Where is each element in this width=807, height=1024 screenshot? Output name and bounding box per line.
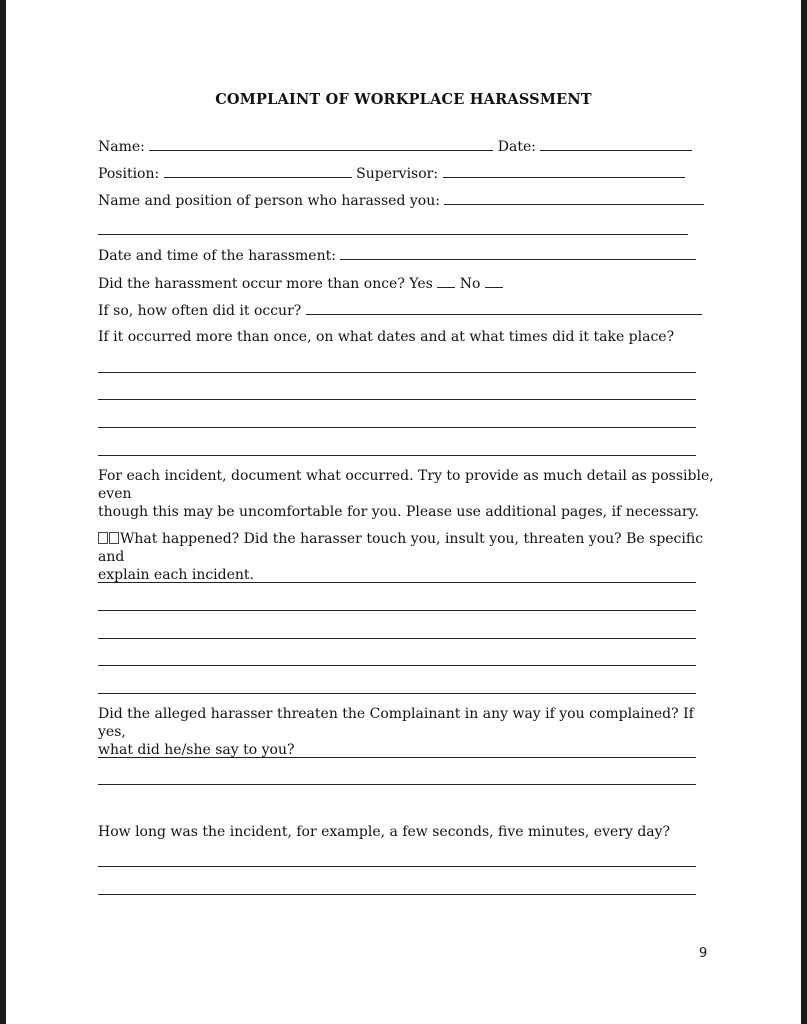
instructions-line-1: For each incident, document what occurred. Try to provide as much detail as possible, even [98, 468, 714, 502]
how-long-question: How long was the incident, for example, a few seconds, five minutes, every day? [98, 824, 671, 840]
threaten-answer-line-2[interactable] [98, 784, 696, 785]
form-title: COMPLAINT OF WORKPLACE HARASSMENT [215, 91, 592, 108]
page-number: 9 [699, 946, 708, 961]
what-happened-answer-line-2[interactable] [98, 610, 696, 611]
supervisor-label: Supervisor: [356, 166, 439, 182]
instructions-line-2: though this may be uncomfortable for you. Please use additional pages, if necessary. [98, 504, 700, 520]
date-field[interactable] [540, 138, 692, 151]
harasser-label: Name and position of person who harassed you: [98, 193, 440, 209]
placeholder-glyph-icon [98, 532, 108, 544]
no-field[interactable] [485, 275, 503, 288]
dates-times-line-2[interactable] [98, 399, 696, 400]
date-label: Date: [497, 139, 536, 155]
position-field[interactable] [164, 165, 352, 178]
how-often-row [98, 302, 702, 319]
no-label: No [459, 276, 481, 292]
how-long-answer-line-2[interactable] [98, 894, 696, 895]
position-label: Position: [98, 166, 160, 182]
threaten-line-2: what did he/she say to you? [98, 742, 295, 758]
yes-field[interactable] [437, 275, 455, 288]
threaten-line-1: Did the alleged harasser threaten the Complainant in any way if you complained? If yes, [98, 706, 694, 740]
more-than-once-label: Did the harassment occur more than once? Yes [98, 276, 433, 292]
how-often-label: If so, how often did it occur? [98, 303, 302, 319]
what-happened-answer-line-3[interactable] [98, 638, 696, 639]
dates-times-line-3[interactable] [98, 427, 696, 428]
what-happened-line-2: explain each incident. [98, 567, 255, 583]
name-date-row [98, 138, 692, 155]
datetime-field[interactable] [340, 247, 696, 260]
dates-times-question: If it occurred more than once, on what dates and at what times did it take place? [98, 329, 675, 345]
what-happened-question [98, 530, 718, 584]
name-field[interactable] [149, 138, 493, 151]
datetime-label: Date and time of the harassment: [98, 248, 336, 264]
harasser-continuation-line[interactable] [98, 234, 688, 235]
harasser-row [98, 192, 704, 209]
position-supervisor-row [98, 165, 685, 182]
dates-times-line-4[interactable] [98, 455, 696, 456]
name-label: Name: [98, 139, 145, 155]
document-page [6, 0, 801, 1024]
harasser-field[interactable] [444, 192, 704, 205]
document-instructions [98, 467, 718, 521]
what-happened-answer-line-5[interactable] [98, 693, 696, 694]
what-happened-answer-line-1[interactable] [98, 582, 696, 583]
what-happened-answer-line-4[interactable] [98, 665, 696, 666]
threaten-question [98, 705, 718, 759]
supervisor-field[interactable] [443, 165, 685, 178]
dates-times-line-1[interactable] [98, 372, 696, 373]
what-happened-line-1: What happened? Did the harasser touch you, insult you, threaten you? Be specific and [98, 531, 704, 565]
more-than-once-row [98, 275, 503, 292]
datetime-row [98, 247, 696, 264]
how-often-field[interactable] [306, 302, 702, 315]
threaten-answer-line-1[interactable] [98, 757, 696, 758]
placeholder-glyph-icon [109, 532, 119, 544]
how-long-answer-line-1[interactable] [98, 866, 696, 867]
